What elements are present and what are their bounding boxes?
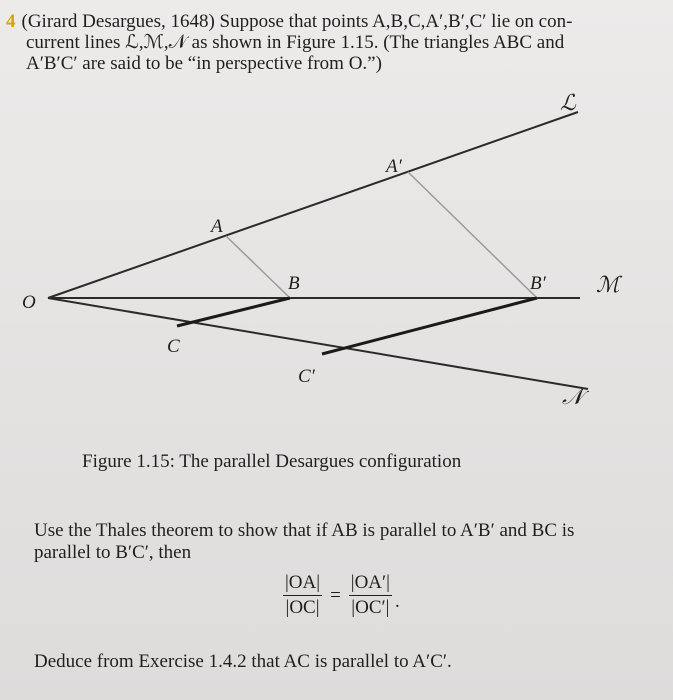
problem-line-2-text: current lines ℒ,ℳ,𝒩 as shown in Figure 1.15. (The triangles ABC and <box>26 32 565 53</box>
left-fraction <box>283 572 322 619</box>
desargues-diagram <box>0 82 673 450</box>
left-denominator: |OC| <box>285 597 320 618</box>
label-C: C <box>167 336 180 357</box>
label-C-prime: C′ <box>298 366 315 387</box>
formula-period: . <box>395 590 400 612</box>
segment-B-prime-C-prime <box>322 298 537 354</box>
segment-AB <box>226 236 290 298</box>
deduce-text: Deduce from Exercise 1.4.2 that AC is parallel to A′C′. <box>34 651 452 672</box>
label-line-L: ℒ <box>560 90 576 115</box>
right-denominator: |OC′| <box>351 597 390 618</box>
problem-line-3-text: A′B′C′ are said to be “in perspective from O.”) <box>26 53 382 74</box>
label-B-prime: B′ <box>530 273 546 294</box>
exercise-line-2: parallel to B′C′, then <box>34 542 192 563</box>
label-O: O <box>22 292 36 313</box>
equals-sign: = <box>330 584 341 606</box>
right-numerator: |OA′| <box>349 572 392 596</box>
right-fraction <box>349 572 392 619</box>
label-line-M: ℳ <box>596 272 620 297</box>
desargues-figure <box>0 82 673 450</box>
line-N <box>48 298 588 389</box>
label-B: B <box>288 273 300 294</box>
label-line-N: 𝒩 <box>562 384 584 409</box>
problem-number: 4 <box>6 11 16 32</box>
segment-A-prime-B-prime <box>408 172 537 298</box>
problem-line-1 <box>6 11 666 32</box>
label-A: A <box>211 216 223 237</box>
problem-line-2 <box>6 32 666 53</box>
ratio-formula <box>283 572 400 619</box>
problem-line-3 <box>6 53 666 74</box>
exercise-line-1: Use the Thales theorem to show that if AB is parallel to A′B′ and BC is <box>34 520 575 541</box>
line-L <box>48 112 578 298</box>
exercise-text <box>34 520 659 564</box>
problem-line-1-text: (Girard Desargues, 1648) Suppose that points A,B,C,A′,B′,C′ lie on con- <box>21 11 573 32</box>
figure-caption: Figure 1.15: The parallel Desargues configuration <box>82 451 462 472</box>
left-numerator: |OA| <box>283 572 322 596</box>
label-A-prime: A′ <box>386 156 402 177</box>
problem-statement <box>6 11 666 74</box>
segment-BC <box>177 298 290 326</box>
